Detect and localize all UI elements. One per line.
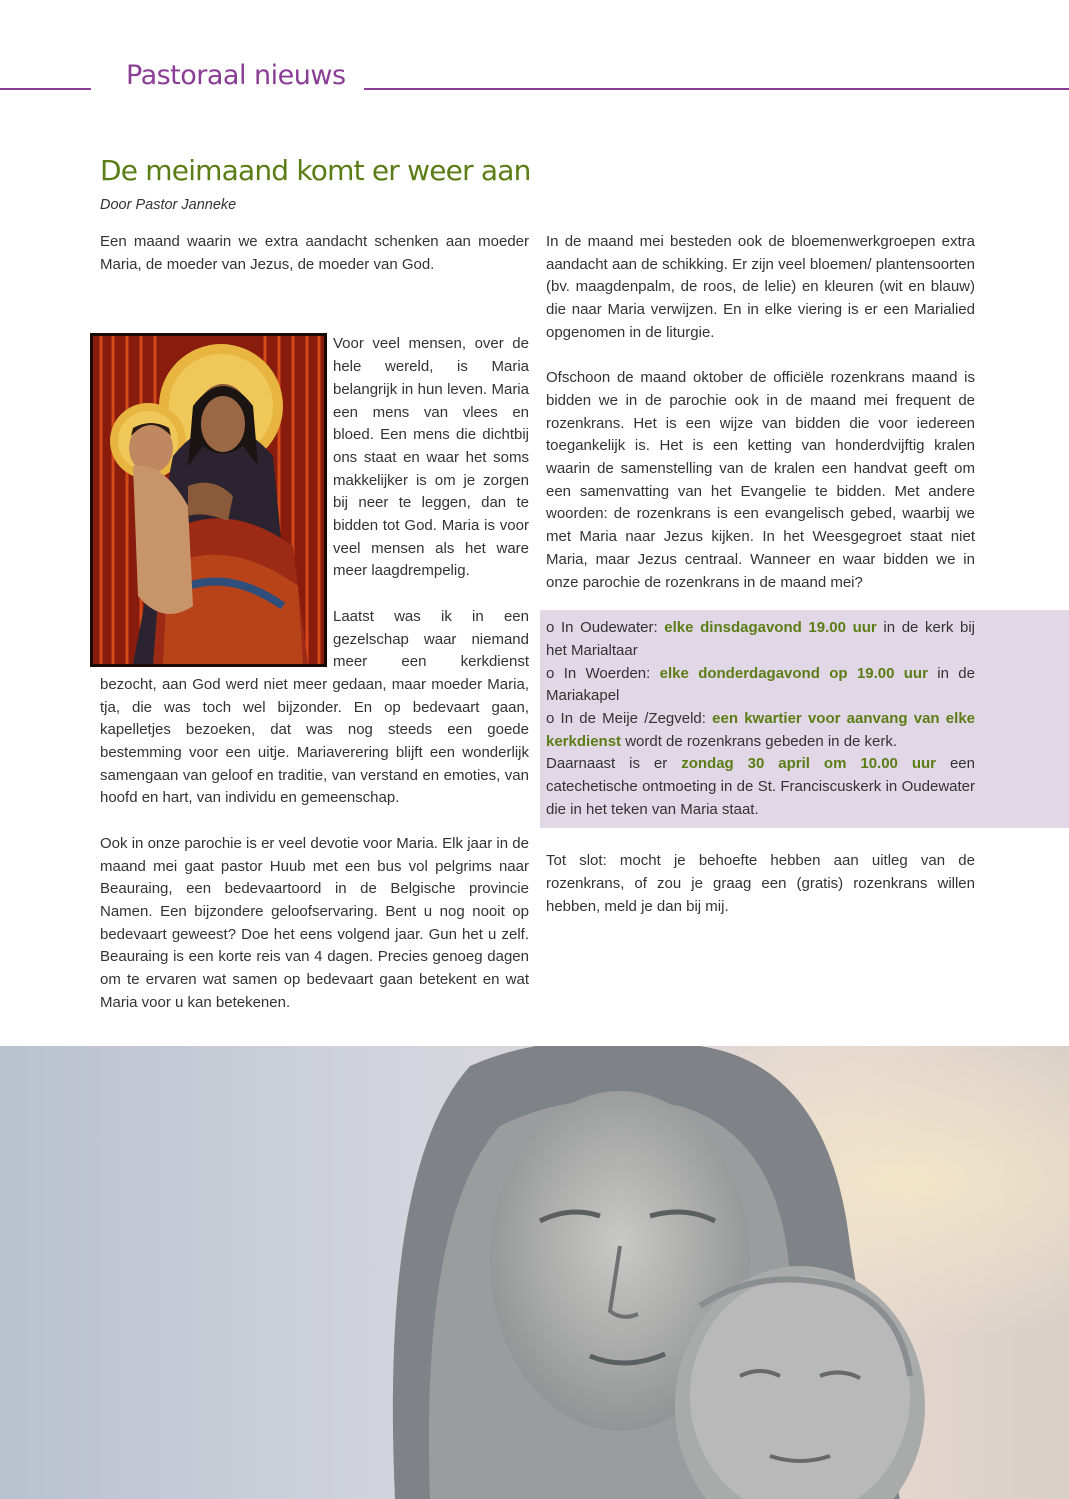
section-rule-left: [0, 88, 91, 90]
article-title: De meimaand komt er weer aan: [100, 154, 531, 187]
schedule-item: o In de Meije /Zegveld: een kwartier voor aanvang van elke kerkdienst wordt de rozenkrans gebeden in de kerk.: [546, 710, 976, 750]
right-paragraph-1: In de maand mei besteden ook de bloemenwerkgroepen extra aandacht aan de schikking. Er zijn veel bloemen/ plantensoorten (bv. maagdenpalm, de roos, de lelie) en kleuren (wit en blauw) die naar Maria verwijzen. En in elke viering is er een Marialied opgenomen in de liturgie.: [546, 233, 975, 341]
schedule-item: o In Woerden: elke donderdagavond op 19.00 uur in de Mariakapel: [546, 664, 975, 705]
madonna-icon-painting: [90, 333, 327, 667]
byline: Door Pastor Janneke: [100, 197, 237, 213]
article-column-left: [100, 231, 529, 1037]
article-column-right: [546, 231, 975, 941]
intro-paragraph: Een maand waarin we extra aandacht schenken aan moeder Maria, de moeder van Jezus, de moeder van God.: [100, 233, 529, 273]
paragraph-3: Ook in onze parochie is er veel devotie voor Maria. Elk jaar in de maand mei gaat pastor Huub met een bus vol pelgrims naar Beauraing, een bedevaartoord in de Belgische provincie Namen. Een bijzondere geloofservaring. Bent u nog nooit op bedevaart geweest? Doe het eens volgend jaar. Gun het u zelf. Beauraing is een korte reis van 4 dagen. Precies genoeg dagen om te ervaren wat samen op bedevaart gaan betekent en wat Maria voor u kan betekenen.: [100, 834, 529, 1011]
madonna-statue-photo: [0, 1046, 1069, 1499]
paragraph-2: Laatst was ik in een gezelschap waar niemand meer een kerkdienst bezocht, aan God werd niet meer gedaan, maar moeder Maria, tja, die was toch wel bijzonder. En op bedevaart gaan, kapelletjes bezoeken, dat was nog steeds een goede bestemming voor een uitje. Mariaverering blijft een wonderlijk samengaan van geloof en traditie, van verstand en emoties, van hoofd en hart, van individu en gemeenschap.: [100, 607, 529, 807]
right-paragraph-2: Ofschoon de maand oktober de officiële rozenkrans maand is bidden we in de parochie ook in de maand mei frequent de rozenkrans. Het is een wijze van bidden die voor iedereen toegankelijk is. Het is een ketting van honderdvijftig kralen waarin de samenstelling van de kralen een handvat geeft om een samenvatting van het Evangelie te bidden. Met andere woorden: de rozenkrans is een evangelisch gebed, waarbij we met Maria naar Jezus kijken. In het Weesgegroet staat niet Maria, maar Jezus centraal. Wanneer en waar bidden we in onze parochie de rozenkrans in de maand mei?: [546, 369, 975, 591]
paragraph-1: Voor veel mensen, over de hele wereld, is Maria belangrijk in hun leven. Maria een mens van vlees en bloed. Een mens die dichtbij ons staat en waar het soms makkelijker is om je zorgen bij neer te leggen, dan te bidden tot God. Maria is voor veel mensen als het ware meer laagdrempelig.: [333, 335, 529, 580]
schedule-item: Daarnaast is er zondag 30 april om 10.00 uur een catechetische ontmoeting in de St. Franciscuskerk in Oudewater die in het teken van Maria staat.: [546, 755, 975, 818]
section-rule-right: [364, 88, 1069, 90]
schedule-item: o In Oudewater: elke dinsdagavond 19.00 uur in de kerk bij het Marialtaar: [546, 619, 975, 659]
closing-paragraph: Tot slot: mocht je behoefte hebben aan uitleg van de rozenkrans, of zou je graag een (gratis) rozenkrans willen hebben, meld je dan bij mij.: [546, 852, 975, 915]
rosary-schedule-box: [540, 610, 1069, 827]
section-title: Pastoraal nieuws: [126, 60, 346, 91]
